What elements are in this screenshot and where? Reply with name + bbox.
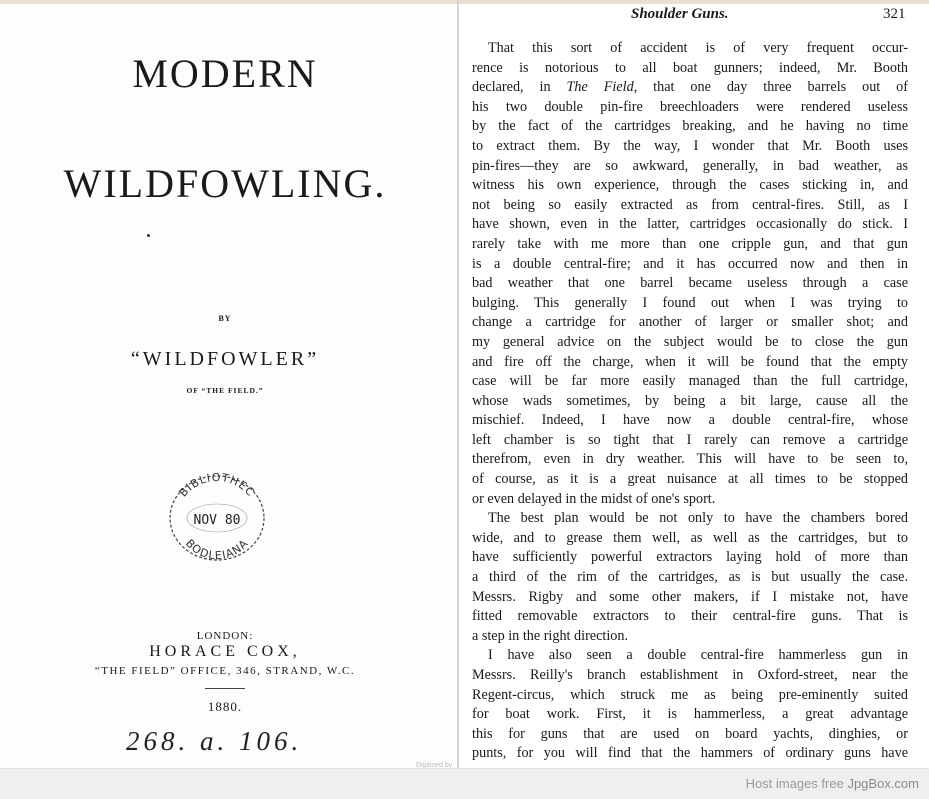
stamp-bottom-text: BODLEIANA xyxy=(182,536,252,563)
running-head: Shoulder Guns. xyxy=(631,6,729,22)
host-footer-prefix: Host images free xyxy=(745,776,844,791)
text-line: left chamber is so tight that I rarely can remove a cartridge xyxy=(472,431,908,448)
text-line: his two double pin-fire breechloaders were rendered useless xyxy=(472,98,908,115)
host-footer-brand[interactable]: JpgBox.com xyxy=(847,776,919,791)
text-line: I have also seen a double central-fire hammerless gun in xyxy=(488,647,908,664)
title-line-1: MODERN xyxy=(132,51,318,96)
title-page xyxy=(0,4,457,768)
host-footer-bar xyxy=(0,768,929,799)
svg-text:BODLEIANA xyxy=(183,537,251,563)
text-line: wide, and to grease them well, as well as the cartridges, but to xyxy=(472,529,908,546)
text-line: pin-fires—they are so awkward, generally, in bad weather, as xyxy=(472,157,908,174)
text-line: have sufficiently powerful extractors laying hold of more than xyxy=(472,549,908,566)
text-line: Regent-circus, which struck me as being pre-eminently suited xyxy=(472,686,908,703)
text-line: fitted removable extractors to their central-fire guns. That is xyxy=(472,608,908,625)
author-affiliation: OF “THE FIELD.” xyxy=(186,386,264,395)
ornament-dot xyxy=(147,234,150,237)
imprint-rule xyxy=(205,688,245,689)
text-line: therefrom, even in dry weather. This will have to be seen to, xyxy=(472,451,908,468)
text-line: mischief. Indeed, I have now a double central-fire, whose xyxy=(472,412,908,429)
text-line: to extract them. By the way, I wonder that Mr. Booth uses xyxy=(472,137,908,154)
text-line: change a cartridge for another of larger or smaller shot; and xyxy=(472,314,908,331)
library-stamp-icon xyxy=(162,472,272,564)
text-line: bulging. This generally I found out when I was trying to xyxy=(472,294,908,311)
text-line: not being so easily extracted as from central-fires. Still, as I xyxy=(472,196,908,213)
imprint-city: LONDON: xyxy=(196,630,254,642)
body-text xyxy=(472,39,908,764)
text-line: this for guns that are used on board yachts, dinghies, or xyxy=(472,725,908,742)
text-line: a step in the right direction. xyxy=(472,627,629,644)
text-line: rence is notorious to all boat gunners; indeed, Mr. Booth xyxy=(472,59,908,76)
text-line: of course, as it is a great nuisance at all times to be stopped xyxy=(472,471,908,488)
text-line: punts, for you will find that the hammers of ordinary guns have xyxy=(472,745,908,762)
text-line: bad weather that one barrel became useless through a case xyxy=(472,275,908,292)
publication-year: 1880. xyxy=(207,699,243,714)
text-line: or even delayed in the midst of one's sport. xyxy=(472,490,716,507)
page-number: 321 xyxy=(883,6,906,22)
text-line: is a double central-fire; and it has occurred now and then in xyxy=(472,255,908,272)
text-line: That this sort of accident is of very frequent occur- xyxy=(488,40,908,56)
handwritten-shelfmark: 268. a. 106. xyxy=(126,726,303,756)
text-line: for boat work. First, it is hammerless, a great advantage xyxy=(472,706,908,723)
text-line: whose wads sometimes, by being a bit large, cause all the xyxy=(472,392,908,409)
text-line: declared, in The Field, that one day three barrels out of xyxy=(472,79,908,96)
text-line: rarely take with me more than one cripple gun, and that gun xyxy=(472,235,908,252)
digitized-watermark: Digitized by xyxy=(416,762,453,768)
text-line: The best plan would be not only to have the chambers bored xyxy=(488,510,908,527)
author-name: “WILDFOWLER” xyxy=(130,348,320,370)
text-line: witness his own experience, through the cases sticking in, and xyxy=(472,177,908,194)
stamp-top-text: BIBLIOTHEC xyxy=(176,472,258,500)
svg-text:BIBLIOTHEC xyxy=(177,472,258,499)
by-label: BY xyxy=(218,314,232,323)
publisher-name: HORACE COX, xyxy=(149,643,301,660)
text-line: by the fact of the cartridges breaking, and he having no time xyxy=(472,118,908,135)
text-line: a third of the rim of the cartridges, as is but usually the case. xyxy=(472,569,908,586)
text-line: and fire off the charge, when it will be found that the empty xyxy=(472,353,908,370)
stamp-date: NOV 80 xyxy=(193,513,241,528)
text-line: Messrs. Reilly's branch establishment in Oxford-street, near the xyxy=(472,667,908,683)
text-line: my general advice on the subject would be to close the gun xyxy=(472,333,908,350)
publisher-address: “THE FIELD” OFFICE, 346, STRAND, W.C. xyxy=(94,665,356,677)
text-line: case will be far more easily managed than the full cartridge, xyxy=(472,373,908,390)
title-line-2: WILDFOWLING. xyxy=(63,161,387,206)
text-line: Messrs. Rigby and some other makers, if I mistake not, have xyxy=(472,588,908,605)
text-page xyxy=(459,4,929,768)
host-footer-text[interactable] xyxy=(746,776,919,791)
text-line: have shown, even in the latter, cartridges occasionally do stick. I xyxy=(472,216,908,233)
